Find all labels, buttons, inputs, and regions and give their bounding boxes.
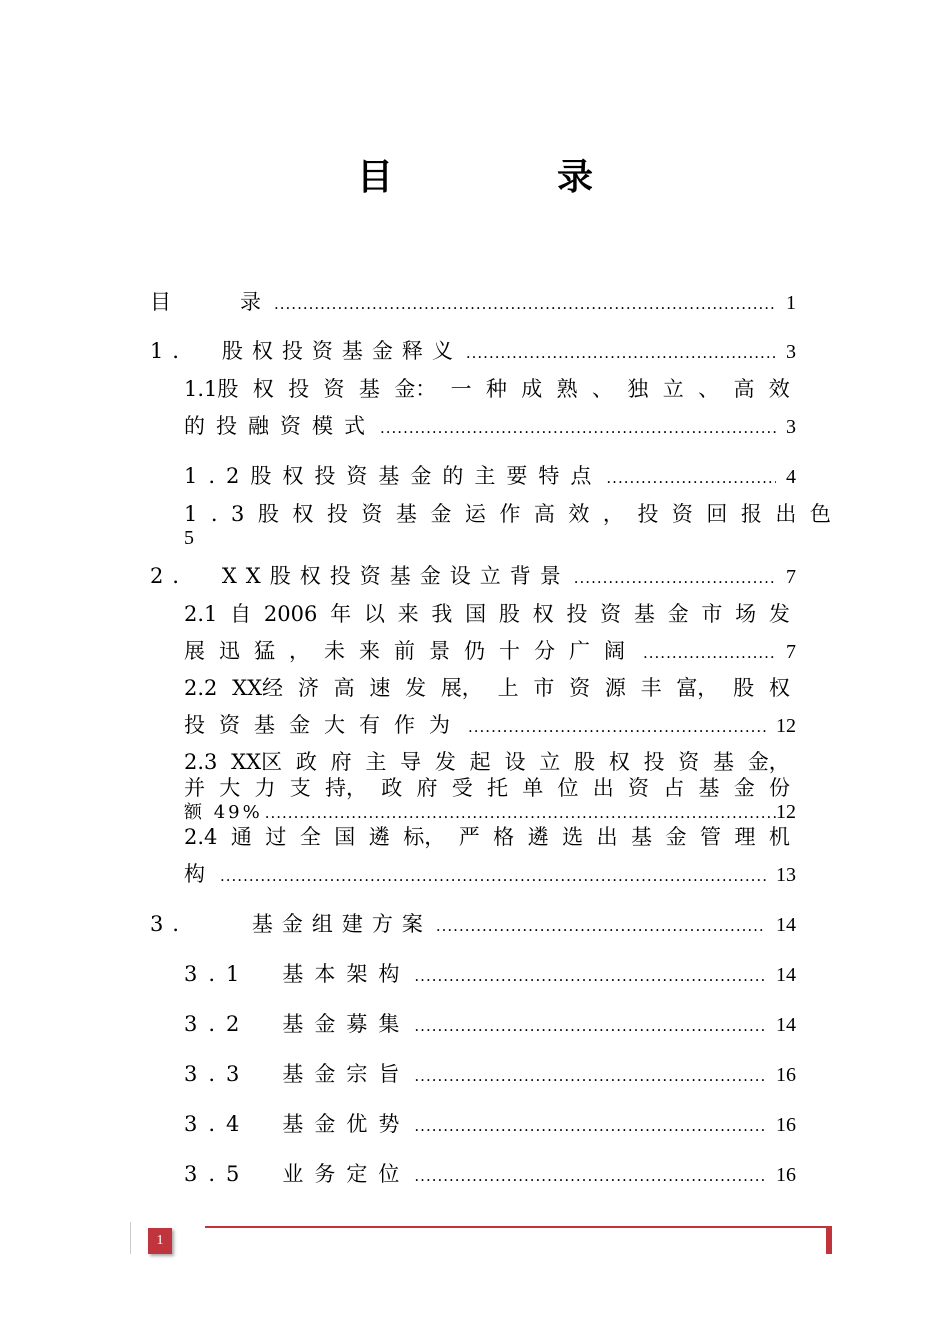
toc-word: XX区: [231, 750, 283, 774]
toc-word: 立: [662, 377, 684, 401]
toc-word: 、: [592, 377, 613, 401]
toc-word: 展，: [440, 676, 483, 700]
toc-word: 托: [487, 776, 508, 800]
toc-word: 2.2: [184, 676, 218, 700]
toc-word: 选: [562, 825, 584, 849]
dot-leader: [274, 290, 776, 318]
page-title: 目 录: [356, 157, 657, 198]
toc-word: 2.1: [184, 602, 218, 626]
dot-leader: [643, 639, 776, 667]
footer-divider: [130, 1222, 131, 1254]
toc-word: 资: [678, 750, 700, 774]
toc-word: 权: [768, 676, 790, 700]
toc-word: 济: [297, 676, 319, 700]
toc-entry-label: 构: [184, 862, 216, 886]
dot-leader: [606, 464, 776, 492]
toc-word: 丰: [640, 676, 662, 700]
toc-word: 源: [604, 676, 626, 700]
toc-word: 持，: [325, 776, 367, 800]
toc-word: 府: [330, 750, 352, 774]
toc-word: 发: [768, 602, 790, 626]
toc-word: 自: [230, 602, 252, 626]
toc-entry-label: 1.2股权投资基金的主要特点: [184, 464, 603, 488]
toc-entry-label: 3.5 业务定位: [184, 1162, 411, 1186]
toc-word: 基: [713, 750, 735, 774]
toc-word: 基: [358, 377, 380, 401]
page-number-badge: 1: [148, 1228, 172, 1254]
toc-page-number: 3: [786, 341, 796, 363]
toc-entry-label: 1． 股权投资基金释义: [150, 339, 462, 363]
toc-word: 位: [557, 776, 579, 800]
toc-page-number: 7: [786, 641, 796, 663]
toc-entry-label: 展迅猛，未来前景仍十分广阔: [184, 639, 639, 663]
toc-word: 熟: [556, 377, 578, 401]
toc-word: 市: [701, 602, 723, 626]
toc-word: 标，: [403, 825, 446, 849]
toc-word: 出: [592, 776, 614, 800]
toc-word: 资: [323, 377, 345, 401]
toc-page-number: 4: [786, 466, 796, 488]
toc-word: 资: [569, 676, 591, 700]
toc-word: 速: [369, 676, 391, 700]
toc-word: 格: [493, 825, 515, 849]
toc-word: 起: [469, 750, 491, 774]
toc-page-number: 14: [776, 1014, 796, 1036]
toc-page-number: 14: [776, 964, 796, 986]
toc-word: 权: [608, 750, 630, 774]
toc-page-number: 3: [786, 416, 796, 438]
toc-word: 份: [769, 776, 790, 800]
toc-word: 2.3: [184, 750, 218, 774]
toc-entry-3-2[interactable]: [184, 1010, 796, 1040]
toc-word: 设: [504, 750, 526, 774]
toc-page-number: 13: [776, 864, 796, 886]
toc-page-number: 12: [776, 801, 796, 823]
dot-leader: [574, 564, 776, 592]
dot-leader: [414, 1012, 766, 1040]
toc-word: 理: [734, 825, 756, 849]
toc-word: 1.1股: [184, 377, 239, 401]
toc-word: 高: [733, 377, 755, 401]
toc-word: 权: [532, 602, 554, 626]
toc-word: 导: [400, 750, 422, 774]
toc-word: 主: [365, 750, 387, 774]
toc-entry-2-2-line1[interactable]: [184, 674, 790, 702]
toc-word: 金，: [747, 750, 790, 774]
dot-leader: [468, 713, 766, 741]
toc-word: 国: [334, 825, 356, 849]
toc-word: 并: [184, 776, 205, 800]
toc-entry-label: 3.2 基金募集: [184, 1012, 411, 1036]
toc-word: 国: [465, 602, 487, 626]
toc-word: 上: [497, 676, 519, 700]
toc-word: 高: [333, 676, 355, 700]
toc-entry-3-4[interactable]: [184, 1110, 796, 1140]
toc-word: 过: [265, 825, 287, 849]
toc-entry-1-1-line1[interactable]: [184, 375, 790, 403]
toc-page-number: 12: [776, 715, 796, 737]
toc-word: 发: [405, 676, 427, 700]
toc-word: 受: [451, 776, 473, 800]
toc-word: 遴: [527, 825, 549, 849]
toc-page-number: 16: [776, 1064, 796, 1086]
toc-entry-3-5[interactable]: [184, 1160, 796, 1190]
toc-word: 金: [665, 825, 687, 849]
toc-page-number: 16: [776, 1114, 796, 1136]
toc-word: 市: [533, 676, 555, 700]
toc-entry-3-1[interactable]: [184, 960, 796, 990]
toc-word: 资: [600, 602, 622, 626]
toc-word: 2006: [263, 602, 318, 626]
toc-word: 基: [631, 825, 653, 849]
toc-entry-contents[interactable]: [150, 288, 796, 318]
toc-page-number: 14: [776, 914, 796, 936]
toc-entry-3[interactable]: [150, 910, 796, 940]
toc-word: 投: [643, 750, 665, 774]
toc-word: 基: [698, 776, 720, 800]
toc-page-number: 7: [786, 566, 796, 588]
toc-entry-2-1-line1[interactable]: [184, 600, 790, 628]
toc-word: 资: [628, 776, 649, 800]
dot-leader: [220, 862, 766, 890]
toc-word: 大: [219, 776, 241, 800]
toc-word: 支: [289, 776, 311, 800]
toc-word: 机: [768, 825, 790, 849]
toc-word: 一: [450, 377, 472, 401]
toc-word: 股: [733, 676, 755, 700]
toc-entry-label: 额 49%: [184, 802, 263, 823]
toc-word: 基: [633, 602, 655, 626]
toc-entry-1-3-line1[interactable]: 1.3股权投资基金运作高效，投资回报出色: [184, 502, 845, 526]
toc-word: XX经: [232, 676, 284, 700]
toc-word: 投: [288, 377, 310, 401]
toc-entry-label: 2． XX股权投资基金设立背景: [150, 564, 570, 588]
toc-word: 权: [252, 377, 274, 401]
toc-page-number: 1: [786, 292, 796, 314]
dot-leader: [414, 962, 766, 990]
dot-leader: [436, 912, 766, 940]
toc-entry-label: 的投融资模式: [184, 414, 376, 438]
toc-word: 股: [573, 750, 595, 774]
toc-entry-2-1[interactable]: [184, 637, 796, 667]
dot-leader: [414, 1162, 766, 1190]
toc-entry-1[interactable]: [150, 337, 796, 367]
toc-word: 发: [434, 750, 456, 774]
toc-word: 管: [699, 825, 721, 849]
toc-word: 独: [627, 377, 649, 401]
dot-leader: [466, 339, 776, 367]
toc-entry-2[interactable]: [150, 562, 796, 592]
toc-page-number: 16: [776, 1164, 796, 1186]
toc-entry-label: 目 录: [150, 290, 270, 314]
toc-word: 来: [397, 602, 419, 626]
toc-entry-2-4-line1[interactable]: [184, 823, 790, 851]
toc-word: 投: [566, 602, 588, 626]
toc-entry-1-1[interactable]: [184, 412, 796, 442]
toc-entry-label: 3.4 基金优势: [184, 1112, 411, 1136]
toc-entry-2-3-line1[interactable]: [184, 748, 790, 776]
footer-rule-end: [826, 1226, 832, 1254]
toc-entry-1-3-page: 5: [184, 527, 194, 549]
toc-word: 通: [230, 825, 252, 849]
toc-word: 年: [330, 602, 352, 626]
toc-word: 政: [381, 776, 403, 800]
toc-word: 金: [733, 776, 755, 800]
toc-word: 占: [663, 776, 685, 800]
toc-word: 府: [416, 776, 438, 800]
toc-word: 以: [363, 602, 385, 626]
toc-entry-2-4[interactable]: [184, 860, 796, 890]
toc-word: 股: [498, 602, 520, 626]
toc-word: 富，: [676, 676, 719, 700]
toc-word: 金：: [394, 377, 437, 401]
toc-entry-label: 投资基金大有作为: [184, 713, 464, 737]
toc-word: 遴: [368, 825, 390, 849]
toc-word: 严: [458, 825, 480, 849]
toc-word: 、: [698, 377, 720, 401]
dot-leader: [414, 1112, 766, 1140]
toc-entry-3-3[interactable]: [184, 1060, 796, 1090]
toc-word: 我: [431, 602, 453, 626]
toc-entry-1-2[interactable]: [184, 462, 796, 492]
toc-word: 成: [521, 377, 543, 401]
toc-word: 单: [522, 776, 544, 800]
toc-entry-label: 3． 基金组建方案: [150, 912, 432, 936]
toc-entry-2-2[interactable]: [184, 711, 796, 741]
toc-word: 种: [485, 377, 507, 401]
dot-leader: [380, 414, 776, 442]
toc-word: 场: [735, 602, 757, 626]
toc-word: 全: [299, 825, 321, 849]
footer-rule: [205, 1226, 830, 1228]
toc-word: 出: [596, 825, 618, 849]
toc-word: 效: [768, 377, 790, 401]
toc-word: 金: [667, 602, 689, 626]
toc-word: 力: [254, 776, 276, 800]
dot-leader: [414, 1062, 766, 1090]
toc-entry-label: 3.1 基本架构: [184, 962, 411, 986]
toc-word: 2.4: [184, 825, 218, 849]
toc-entry-label: 3.3 基金宗旨: [184, 1062, 411, 1086]
toc-word: 立: [539, 750, 561, 774]
toc-word: 政: [295, 750, 317, 774]
